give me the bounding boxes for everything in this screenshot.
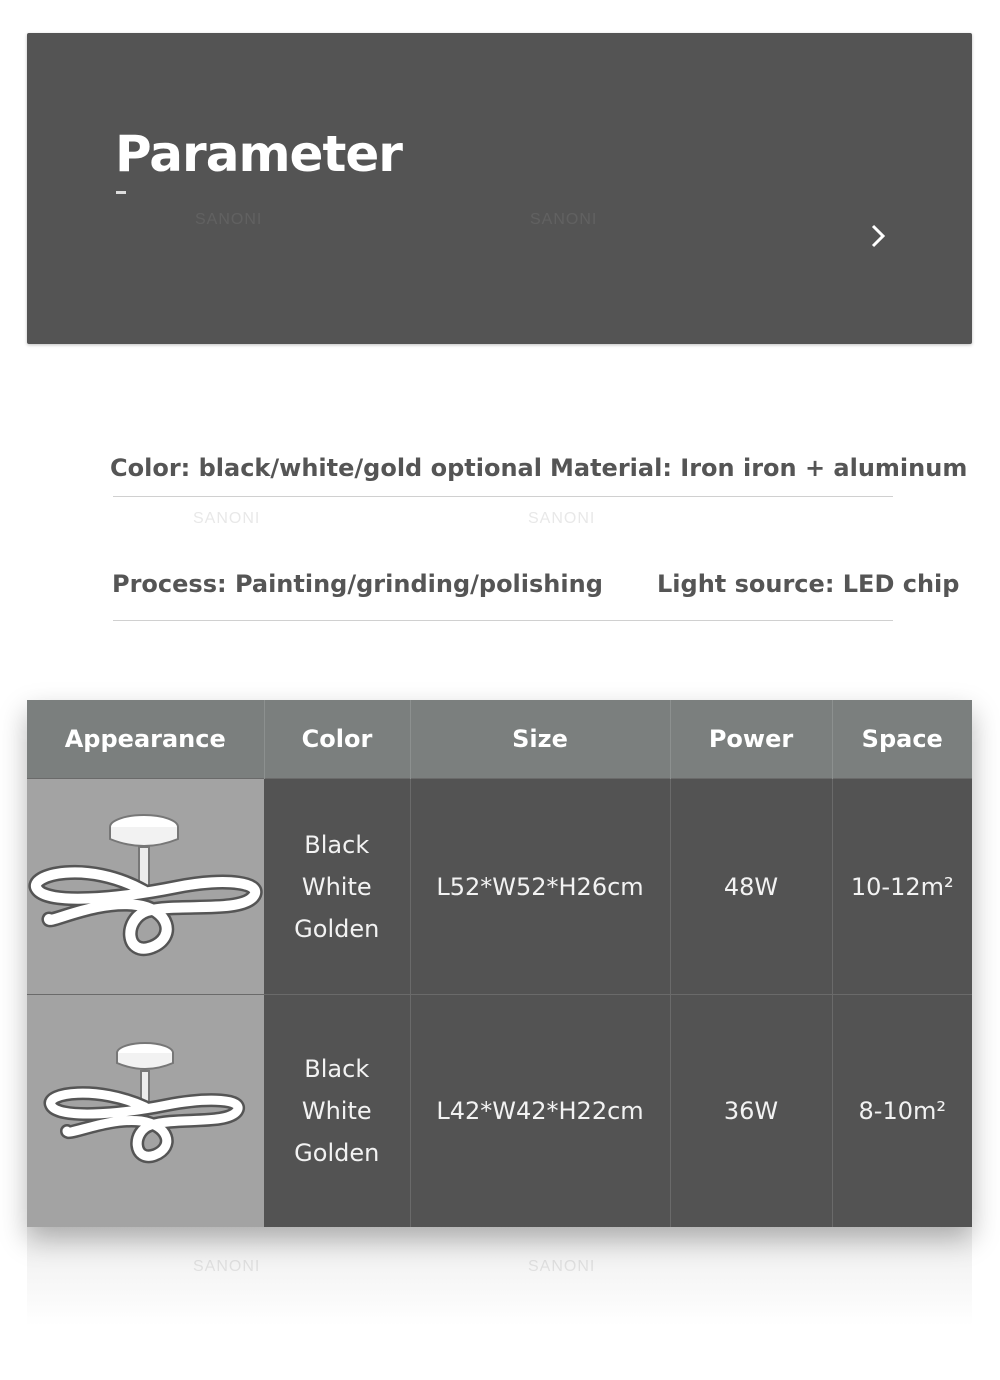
parameter-banner <box>27 33 972 344</box>
spec-material: Material: Iron iron + aluminum <box>550 454 968 482</box>
power-cell: 48W <box>670 779 832 995</box>
header-power: Power <box>670 700 832 779</box>
spec-process: Process: Painting/grinding/polishing <box>112 570 603 598</box>
table-row <box>27 779 972 995</box>
color-option: Black <box>304 1055 370 1083</box>
size-cell: L42*W42*H22cm <box>410 995 670 1228</box>
space-cell: 10-12m² <box>832 779 972 995</box>
chevron-right-icon[interactable] <box>863 221 893 251</box>
ceiling-lamp-illustration <box>27 779 264 988</box>
size-cell: L52*W52*H26cm <box>410 779 670 995</box>
header-color: Color <box>264 700 410 779</box>
header-space: Space <box>832 700 972 779</box>
appearance-cell <box>27 995 264 1228</box>
spec-light-source: Light source: LED chip <box>657 570 960 598</box>
color-option: Golden <box>294 914 380 943</box>
divider <box>113 620 893 621</box>
color-cell <box>264 779 410 995</box>
table-reflection <box>27 1216 972 1326</box>
ceiling-lamp-illustration <box>27 995 264 1221</box>
watermark: SANONI <box>193 1258 261 1275</box>
space-cell: 8-10m² <box>832 995 972 1228</box>
parameter-table <box>27 700 972 1227</box>
color-cell <box>264 995 410 1228</box>
banner-dash <box>116 191 126 194</box>
color-option: Black <box>304 830 370 859</box>
appearance-cell <box>27 779 264 995</box>
table-header-row <box>27 700 972 779</box>
watermark: SANONI <box>528 1258 596 1275</box>
watermark: SANONI <box>530 211 598 228</box>
color-option: White <box>301 872 372 901</box>
color-option: Golden <box>294 1139 380 1167</box>
power-cell: 36W <box>670 995 832 1228</box>
color-option: White <box>301 1097 372 1125</box>
watermark: SANONI <box>195 211 263 228</box>
spec-color: Color: black/white/gold optional <box>110 454 542 482</box>
divider <box>113 496 893 497</box>
header-appearance: Appearance <box>27 700 264 779</box>
banner-title: Parameter <box>115 125 402 183</box>
table-row <box>27 995 972 1228</box>
watermark: SANONI <box>528 510 596 527</box>
watermark: SANONI <box>193 510 261 527</box>
header-size: Size <box>410 700 670 779</box>
